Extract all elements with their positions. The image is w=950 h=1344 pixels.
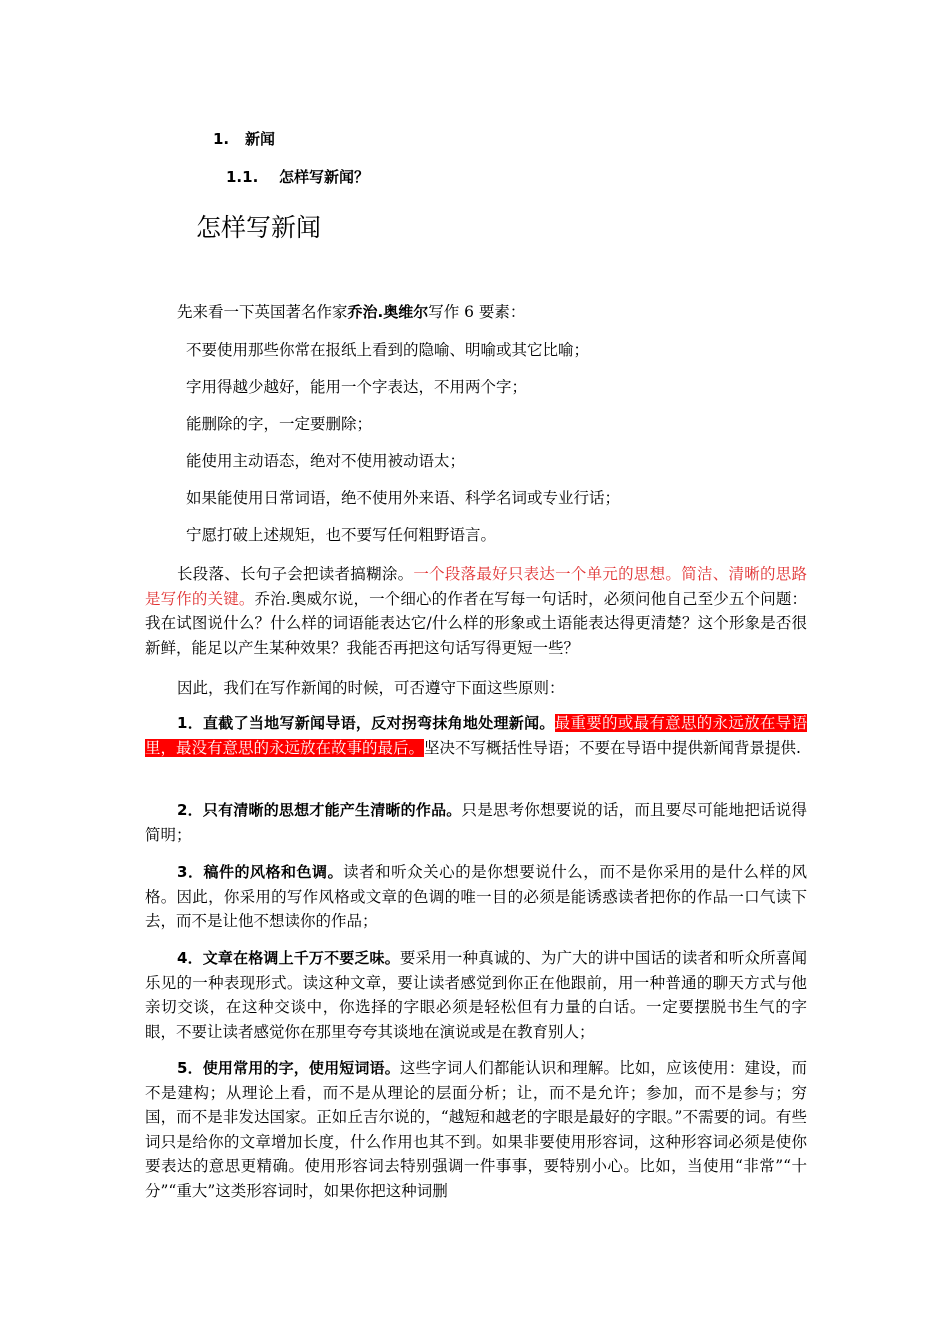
point-4: [145, 946, 807, 1044]
intro-suffix: 写作 6 要素：: [428, 303, 526, 321]
intro-line: [177, 302, 525, 322]
point-text: 坚决不写概括性导语；不要在导语中提供新闻背景提供.: [424, 738, 801, 757]
paragraph-text: 长段落、长句子会把读者搞糊涂。: [177, 565, 414, 583]
point-heading: 1．直截了当地写新闻导语，反对拐弯抹角地处理新闻。: [177, 714, 555, 732]
list-item: 能删除的字，一定要删除；: [186, 415, 373, 433]
heading-number: 1.: [213, 130, 230, 148]
list-item: 字用得越少越好，能用一个字表达，不用两个字；: [186, 378, 528, 396]
author-name: 乔治.奥维尔: [347, 303, 429, 321]
heading-number: 1.1.: [226, 168, 259, 186]
point-heading: 3．稿件的风格和色调。: [177, 863, 344, 881]
heading-level-2: [226, 166, 369, 187]
list-item: 不要使用那些你常在报纸上看到的隐喻、明喻或其它比喻；: [186, 341, 590, 359]
heading-level-1: [213, 128, 275, 149]
highlighted-text: 最重要的或最有意思的永远放在导语里，最没有意思的永远放在故事的最后。: [145, 714, 807, 757]
writing-rules-list: [186, 340, 620, 562]
point-heading: 4．文章在格调上千万不要乏味。: [177, 949, 400, 967]
point-text: 读者和听众关心的是你想要说什么，而不是你采用的是什么样的风格。因此，你采用的写作风格或文章的色调的唯一目的必须是能诱惑读者把你的作品一口气读下去，而不是让他不想读你的作品；: [145, 863, 807, 930]
point-heading: 5．使用常用的字，使用短词语。: [177, 1059, 400, 1077]
heading-text: 新闻: [245, 130, 276, 148]
intro-prefix: 先来看一下英国著名作家: [177, 303, 348, 321]
paragraph-text: 乔治.奥威尔说，一个细心的作者在写每一句话时，必须问他自己至少五个问题：我在试图说什么？什么样的词语能表达它/什么样的形象或土语能表达得更清楚？这个形象是否很新鲜，能足以产生某种效果？我能否再把这句话写得更短一些？: [145, 589, 807, 657]
list-item: 能使用主动语态，绝对不使用被动语太；: [186, 452, 466, 470]
paragraph-principles: 因此，我们在写作新闻的时候，可否遵守下面这些原则：: [177, 679, 565, 697]
red-emphasis-text: 一个段落最好只表达一个单元的思想。简洁、清晰的思路是写作的关键。: [145, 565, 807, 608]
point-text: 这些字词人们都能认识和理解。比如，应该使用：建设，而不是建构；从理论上看，而不是从理论的层面分析；让，而不是允许；参加，而不是参与；穷国，而不是非发达国家。正如丘吉尔说的，“越短和越老的字眼是最好的字眼。”不需要的词。有些词只是给你的文章增加长度，什么作用也其不到。如果非要使用形容词，这种形容词必须是使你要表达的意思更精确。使用形容词去特别强调一件事事，要特别小心。比如，当使用“非常”“十分”“重大”这类形容词时，如果你把这种词删: [145, 1059, 807, 1200]
point-text: 只是思考你想要说的话，而且要尽可能地把话说得简明；: [145, 801, 807, 844]
point-3: [145, 860, 807, 934]
article-title: 怎样写新闻: [196, 213, 322, 242]
paragraph-long-sentences: [145, 562, 807, 660]
point-1: [145, 711, 807, 760]
heading-text: 怎样写新闻？: [279, 168, 370, 186]
point-text: 要采用一种真诚的、为广大的讲中国话的读者和听众所喜闻乐见的一种表现形式。读这种文章，要让读者感觉到你正在他跟前，用一种普通的聊天方式与他亲切交谈，在这种交谈中，你选择的字眼必须是轻松但有力量的白话。一定要摆脱书生气的字眼，不要让读者感觉你在那里夸夸其谈地在演说或是在教育别人；: [145, 949, 807, 1041]
point-2: [145, 798, 807, 847]
list-item: 如果能使用日常词语，绝不使用外来语、科学名词或专业行话；: [186, 489, 621, 507]
list-item: 宁愿打破上述规矩，也不要写任何粗野语言。: [186, 526, 497, 544]
point-heading: 2．只有清晰的思想才能产生清晰的作品。: [177, 801, 462, 819]
point-5: [145, 1056, 807, 1203]
